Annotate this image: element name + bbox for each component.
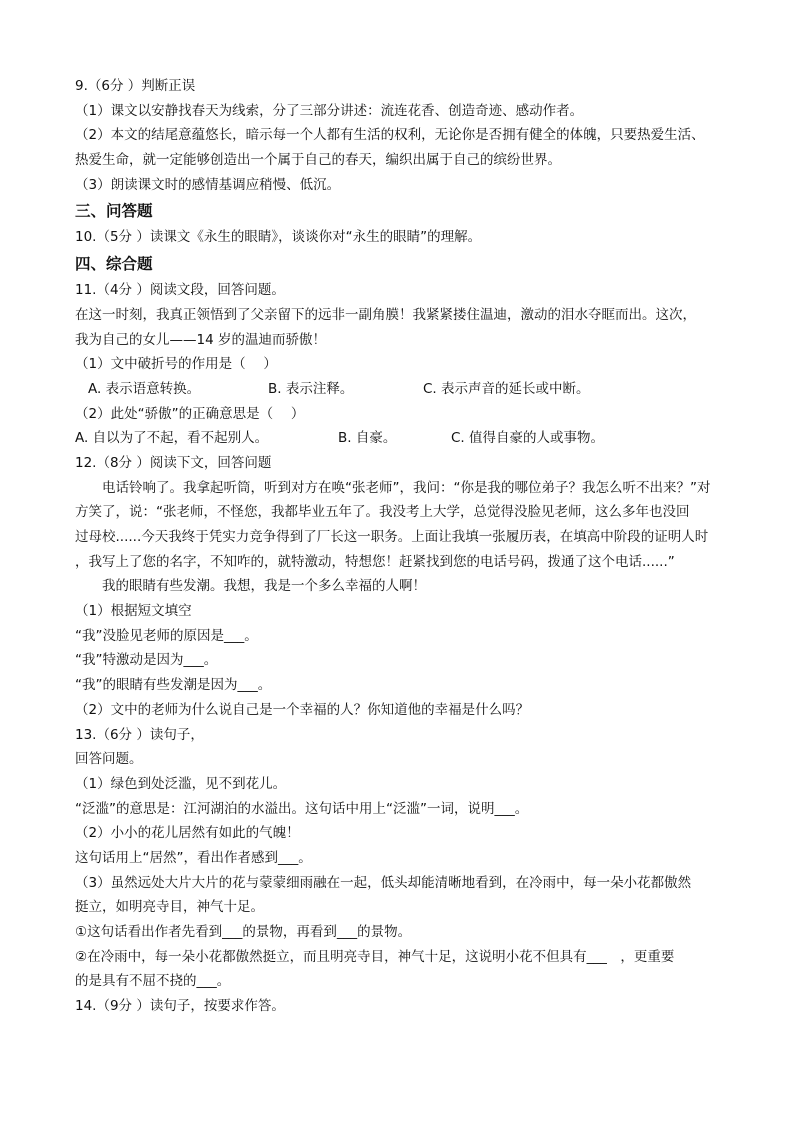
q12-fill-2: “我”特激动是因为___。	[75, 652, 218, 669]
q12-sub1: （1）根据短文填空	[75, 603, 192, 620]
q9-title: 9.（6分 ）判断正误	[75, 78, 196, 94]
q13-sub2-text: 这句话用上“居然”，看出作者感到___。	[75, 849, 312, 866]
q11-title: 11.（4分 ）阅读文段，回答问题。	[75, 282, 285, 299]
q11-passage-line-2: 我为自己的女儿——14 岁的温迪而骄傲！	[75, 331, 326, 348]
q12-passage-line-1: 电话铃响了。我拿起听筒，听到对方在唤“张老师”，我问：“你是我的哪位弟子？我怎么听不出来？”对	[102, 479, 711, 496]
q13-sub1: （1）绿色到处泛滥，见不到花儿。	[75, 775, 287, 792]
q11-sub1-option-a[interactable]: A. 表示语意转换。	[88, 380, 201, 397]
q12-passage-line-3: 过母校......今天我终于凭实力竞争得到了厂长这一职务。上面让我填一张履历表，在填高中阶段的证明人时	[75, 529, 709, 545]
exam-page	[75, 78, 725, 1023]
q11-passage-line-1: 在这一时刻，我真正领悟到了父亲留下的远非一副角膜！我紧紧搂住温迪，激动的泪水夺眶而出。这次，	[75, 306, 696, 323]
q9-statement-1: （1）课文以安静找春天为线索，分了三部分讲述：流连花香、创造奇迹、感动作者。	[75, 102, 584, 119]
q12-passage-line-4: ，我写上了您的名字，不知咋的，就特激动，特想您！赶紧找到您的电话号码，拨通了这个电话......”	[75, 553, 675, 570]
q9-statement-2: （2）本文的结尾意蕴悠长，暗示每一个人都有生活的权利，无论你是否拥有健全的体魄，只要热爱生活、	[75, 127, 705, 144]
q12-passage-line-2: 方笑了，说：“张老师，不怪您，我都毕业五年了。我没考上大学，总觉得没脸见老师，这么多年也没回	[75, 504, 690, 521]
q12-sub2: （2）文中的老师为什么说自己是一个幸福的人？你知道他的幸福是什么吗？	[75, 701, 530, 718]
q11-sub1-options	[75, 381, 725, 398]
q13-title: 13.（6分 ）读句子，	[75, 726, 204, 743]
q13-sub3: （3）虽然远处大片大片的花与蒙蒙细雨融在一起，低头却能清晰地看到，在冷雨中，每一朵小花都傲然	[75, 874, 692, 891]
q14-title: 14.（9分 ）读句子，按要求作答。	[75, 998, 285, 1015]
q11-sub1: （1）文中破折号的作用是（ ）	[75, 356, 277, 373]
q12-fill-3: “我”的眼睛有些发潮是因为___。	[75, 677, 272, 694]
q12-title: 12.（8分 ）阅读下文，回答问题	[75, 454, 272, 471]
q13-sub1-text: “泛滥”的意思是：江河湖泊的水溢出。这句话中用上“泛滥”一词，说明___。	[75, 800, 529, 817]
q13-circled-2: ②在冷雨中，每一朵小花都傲然挺立，而且明亮寺目，神气十足，这说明小花不但具有___ ，更重要	[75, 948, 675, 965]
q11-sub2-option-b[interactable]: B. 自豪。	[338, 430, 397, 447]
section-heading-qa: 三、问答题	[75, 202, 153, 221]
q10-title: 10.（5分 ）读课文《永生的眼睛》，谈谈你对“永生的眼睛”的理解。	[75, 229, 482, 246]
q12-passage-line-5: 我的眼睛有些发潮。我想，我是一个多么幸福的人啊！	[102, 578, 426, 595]
q11-sub2-option-a[interactable]: A. 自以为了不起，看不起别人。	[75, 430, 269, 447]
q11-sub2-option-c[interactable]: C. 值得自豪的人或事物。	[451, 430, 605, 447]
q13-circled-2-cont: 的是具有不屈不挠的___。	[75, 973, 231, 990]
q12-fill-1: “我”没脸见老师的原因是___。	[75, 627, 258, 644]
q11-sub2: （2）此处“骄傲”的正确意思是（ ）	[75, 405, 305, 422]
q9-statement-2-cont: 热爱生命，就一定能够创造出一个属于自己的春天，编织出属于自己的缤纷世界。	[75, 152, 561, 169]
q13-sub3-cont: 挺立，如明亮寺目，神气十足。	[75, 899, 264, 916]
q11-sub1-option-c[interactable]: C. 表示声音的延长或中断。	[423, 380, 590, 397]
q9-statement-3: （3）朗读课文时的感情基调应稍慢、低沉。	[75, 176, 341, 193]
q11-sub2-options	[75, 430, 725, 447]
section-heading-comprehensive: 四、综合题	[75, 255, 153, 274]
q11-sub1-option-b[interactable]: B. 表示注释。	[268, 380, 354, 397]
q13-sub2: （2）小小的花儿居然有如此的气魄！	[75, 825, 300, 842]
q13-title-cont: 回答问题。	[75, 751, 143, 768]
q13-circled-1: ①这句话看出作者先看到___的景物，再看到___的景物。	[75, 924, 412, 940]
